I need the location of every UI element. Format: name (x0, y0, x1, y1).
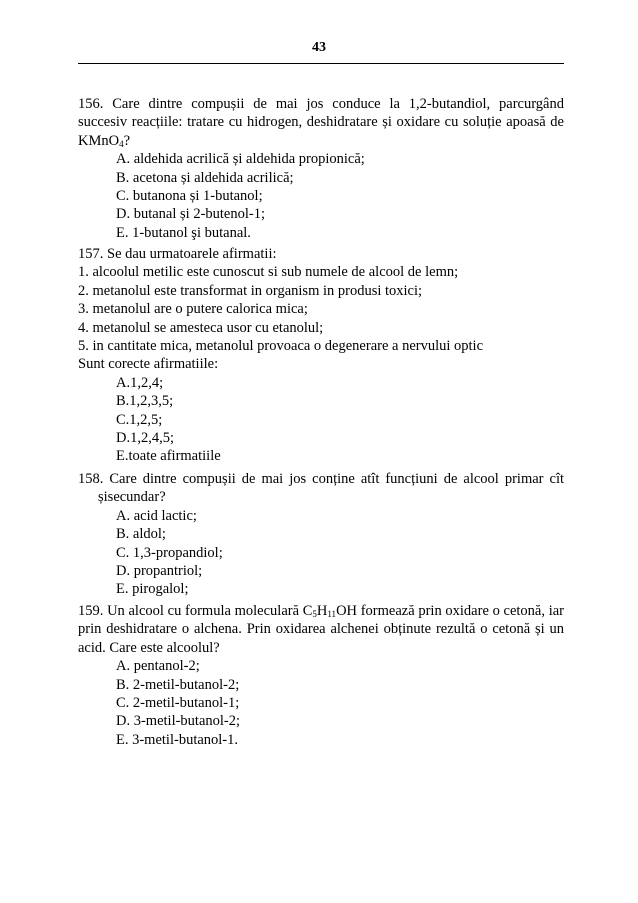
q157-option-e: E.toate afirmatiile (116, 448, 221, 465)
question-159-text: 159. Un alcool cu formula moleculară $C_5H_{11}OH$ formează prin oxidare o cetonă, iar prin deshidratare o alchena. Prin oxidarea alchenei obținute rezultă o cetonă și un acid. Care este alcoolul? (78, 603, 564, 656)
question-159 (78, 602, 564, 749)
question-156 (78, 95, 564, 242)
question-158-line-2: șisecundar? (98, 489, 166, 506)
q159-option-c: C. 2-metil-butanol-1; (116, 695, 240, 712)
header-rule (78, 63, 564, 64)
q156-option-b: B. acetona și aldehida acrilică; (116, 169, 294, 186)
q158-option-b: B. aldol; (116, 526, 166, 543)
statement-4: 4. metanolul se amesteca usor cu etanolul; (78, 319, 324, 336)
q156-option-c: C. butanona și 1-butanol; (116, 188, 263, 205)
question-157-prompt: Sunt corecte afirmatiile: (78, 356, 219, 373)
question-156-text: 156. Care dintre compușii de mai jos conduce la 1,2-butandiol, parcurgând succesiv reacțiile: tratare cu hidrogen, deshidratare și oxidare cu soluție apoasă de KMnO$_4$? (78, 96, 564, 149)
q159-option-a: A. pentanol-2; (116, 658, 200, 675)
q158-option-e: E. pirogalol; (116, 581, 189, 598)
question-158 (78, 470, 564, 599)
statement-3: 3. metanolul are o putere calorica mica; (78, 301, 308, 318)
question-157-intro: 157. Se dau urmatoarele afirmatii: (78, 246, 277, 262)
question-157 (78, 245, 564, 466)
statement-1: 1. alcoolul metilic este cunoscut si sub numele de alcool de lemn; (78, 264, 459, 281)
q159-option-e: E. 3-metil-butanol-1. (116, 731, 239, 748)
q157-option-d: D.1,2,4,5; (116, 430, 174, 447)
q157-option-a: A.1,2,4; (116, 374, 164, 391)
q158-option-d: D. propantriol; (116, 563, 203, 580)
q157-option-c: C.1,2,5; (116, 411, 163, 428)
q156-option-d: D. butanal și 2-butenol-1; (116, 206, 266, 223)
page-number: 43 (312, 40, 326, 55)
q159-option-b: B. 2-metil-butanol-2; (116, 676, 240, 693)
q157-option-b: B.1,2,3,5; (116, 393, 174, 410)
q156-option-a: A. aldehida acrilică și aldehida propionică; (116, 151, 365, 168)
statement-2: 2. metanolul este transformat in organism in produsi toxici; (78, 282, 423, 299)
statement-5: 5. in cantitate mica, metanolul provoaca o degenerare a nervului optic (78, 338, 484, 355)
q158-option-a: A. acid lactic; (116, 507, 197, 524)
q158-option-c: C. 1,3-propandiol; (116, 544, 223, 561)
question-158-line-1: 158. Care dintre compușii de mai jos conține atît funcțiuni de alcool primar cît (78, 471, 564, 487)
q159-option-d: D. 3-metil-butanol-2; (116, 713, 241, 730)
q156-option-e: E. 1-butanol şi butanal. (116, 224, 251, 241)
